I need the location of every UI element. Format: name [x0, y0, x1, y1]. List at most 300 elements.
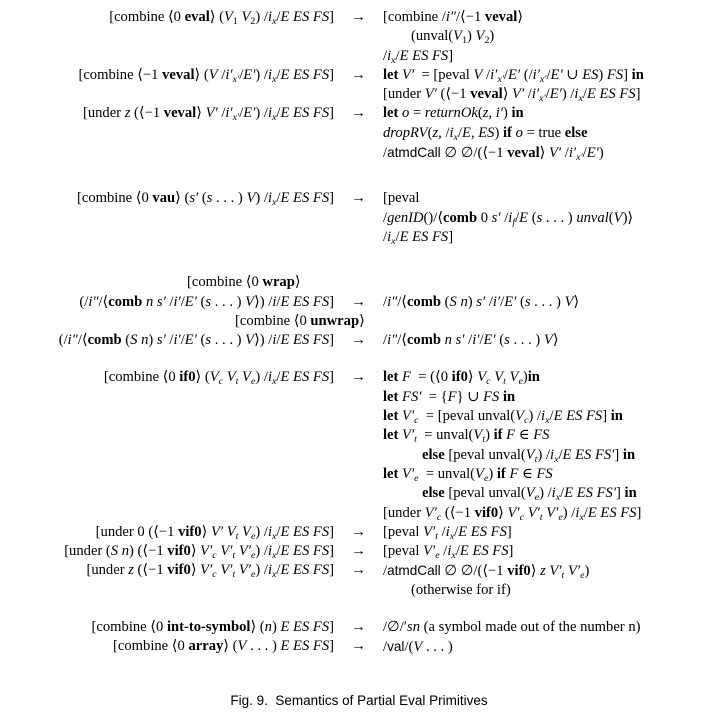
rule-rhs — [383, 189, 718, 208]
math-segment: i — [550, 446, 555, 463]
rule-line — [0, 85, 718, 104]
math-segment: V′ — [200, 562, 213, 579]
math-segment: . . . ) — [422, 639, 453, 656]
math-segment: / — [276, 523, 281, 540]
math-segment: i — [267, 66, 273, 83]
math-segment: veval — [484, 9, 518, 25]
math-segment: x′ — [232, 112, 240, 124]
math-segment: / — [558, 446, 563, 463]
math-segment: s — [524, 293, 531, 310]
rule-line — [0, 504, 718, 523]
rule-rhs — [383, 47, 718, 66]
math-segment: [combine / — [383, 9, 446, 25]
math-segment: ] — [329, 638, 334, 655]
math-segment: ⟩ ( — [175, 190, 190, 207]
math-segment: V — [413, 639, 423, 656]
math-segment: t — [503, 376, 506, 388]
math-segment: E′ — [507, 66, 521, 83]
math-segment: i — [447, 543, 452, 560]
math-segment: let — [383, 427, 403, 444]
rule-rhs — [383, 209, 718, 228]
math-segment: returnOk — [424, 105, 478, 122]
math-segment: f — [512, 216, 516, 228]
rule-line — [0, 189, 718, 208]
rewrite-arrow: → — [351, 332, 366, 349]
math-segment: [peval — [383, 190, 420, 207]
math-segment: x′ — [539, 73, 547, 85]
rule-lhs — [0, 27, 334, 46]
math-segment: comb — [87, 332, 122, 349]
rewrite-arrow — [334, 388, 383, 407]
math-segment: c — [436, 511, 442, 523]
math-segment: x — [272, 112, 277, 124]
math-segment: i — [267, 190, 273, 207]
math-segment: ) / — [539, 485, 552, 502]
math-segment: if — [493, 427, 507, 444]
rule-line — [0, 228, 718, 247]
math-segment: /⟨ — [397, 332, 407, 349]
math-segment: vif0 — [167, 543, 191, 560]
math-segment: ⟩ — [190, 543, 201, 560]
math-segment: / — [276, 66, 281, 83]
rule-lhs — [0, 47, 334, 66]
math-segment: E ES FS — [280, 293, 330, 310]
math-segment: E ES FS — [280, 562, 330, 579]
math-segment: V — [237, 638, 247, 655]
rewrite-arrow — [334, 209, 383, 228]
math-segment: / — [239, 105, 244, 122]
math-segment: vif0 — [507, 563, 531, 580]
math-segment: e — [250, 376, 256, 388]
math-segment: V — [226, 369, 236, 386]
math-segment: ( — [196, 332, 206, 349]
math-segment: ∅ ∅/(⟨−1 — [440, 563, 508, 580]
math-segment: E ES FS — [280, 543, 330, 560]
rule-lhs — [0, 368, 334, 387]
math-segment: x — [545, 414, 550, 426]
math-segment: E′ — [184, 293, 197, 310]
math-segment: x — [391, 54, 396, 66]
math-segment: t — [482, 434, 486, 446]
math-segment: s′ — [491, 209, 501, 226]
rule-lhs — [0, 331, 334, 350]
math-segment: E′ — [550, 66, 563, 83]
rule-rhs — [383, 143, 718, 162]
math-segment: x — [453, 131, 458, 143]
math-segment: ⟩ — [201, 523, 211, 540]
math-segment: E′ — [483, 332, 496, 349]
math-segment: ) / — [255, 369, 268, 386]
rule-lhs — [0, 85, 334, 104]
math-segment: s — [536, 209, 543, 226]
math-segment: / — [500, 293, 505, 310]
math-segment: e — [250, 549, 256, 561]
math-segment: F — [509, 465, 519, 482]
math-segment: t — [435, 530, 438, 542]
rule-rhs — [383, 8, 718, 27]
math-segment: V — [473, 427, 483, 444]
math-segment: ⟩ — [294, 274, 301, 291]
rule-lhs — [0, 388, 334, 407]
rule-rhs — [383, 66, 718, 85]
rule-rhs — [383, 426, 718, 445]
math-segment: s — [504, 332, 510, 349]
math-segment: ⟩ ( — [209, 9, 224, 25]
math-segment: t — [414, 434, 417, 446]
math-segment: / — [383, 563, 388, 580]
math-segment: / — [438, 523, 446, 540]
math-segment: (⟨−1 — [436, 86, 471, 103]
math-segment: ) — [584, 563, 590, 580]
math-segment: ] — [614, 446, 623, 463]
math-segment: [peval — [383, 543, 424, 560]
rule-lhs — [0, 484, 334, 503]
math-segment: E′ — [549, 86, 562, 103]
math-segment: else — [422, 446, 445, 463]
math-segment: ] — [448, 47, 454, 64]
rule-rhs — [383, 561, 718, 580]
math-segment: V — [509, 369, 519, 386]
math-segment: ) / — [537, 446, 551, 463]
math-segment: / — [383, 228, 388, 245]
math-segment: c — [212, 569, 217, 581]
math-segment: V — [453, 28, 463, 45]
math-segment: i′ — [490, 66, 498, 83]
math-segment: V′ — [402, 408, 415, 425]
math-segment: / — [383, 47, 388, 64]
math-segment: ) / — [255, 9, 268, 25]
rewrite-arrow: → — [351, 369, 366, 386]
math-segment: let — [383, 465, 403, 482]
rule-line — [0, 66, 718, 85]
rule-lhs — [0, 504, 334, 523]
math-segment: V — [241, 9, 251, 25]
math-segment: s′ — [476, 293, 486, 310]
math-segment: ⟩ ( — [250, 619, 265, 636]
math-segment: ] — [329, 66, 334, 83]
math-segment: / — [276, 369, 281, 386]
math-segment: comb — [406, 332, 442, 349]
math-segment: ] — [623, 66, 632, 83]
rule-rhs — [383, 542, 718, 561]
math-segment: / — [515, 209, 520, 226]
math-segment: V′ — [220, 543, 233, 560]
rule-line — [0, 484, 718, 503]
math-segment: i′ — [225, 66, 233, 83]
math-segment: E ES FS′ — [564, 485, 617, 502]
math-segment: = [peval — [414, 66, 474, 83]
math-segment: (⟨−1 — [133, 562, 168, 579]
rule-line — [0, 293, 718, 312]
math-segment: FS — [483, 388, 500, 405]
math-segment: i — [541, 408, 546, 425]
math-segment: (/ — [58, 332, 68, 349]
math-segment: ( — [516, 293, 525, 310]
math-segment: V′ — [423, 543, 436, 560]
math-segment: ∪ — [562, 66, 583, 83]
math-segment: ) / — [562, 504, 576, 521]
math-segment: e — [518, 376, 523, 388]
math-segment: ⟩ — [502, 86, 513, 103]
math-segment: i — [267, 523, 273, 540]
math-segment: wrap — [262, 274, 295, 291]
rule-lhs — [0, 465, 334, 484]
math-segment: / — [454, 523, 459, 540]
math-segment: array — [188, 638, 224, 655]
rule-line — [0, 561, 718, 580]
math-segment: FS — [536, 465, 553, 482]
math-segment: x′ — [497, 73, 504, 85]
math-segment: ⟩ ( — [223, 638, 238, 655]
math-segment: / — [561, 145, 569, 162]
rewrite-arrow — [521, 273, 570, 292]
math-segment: = { — [421, 388, 448, 405]
math-segment: (⟨−1 — [130, 105, 164, 122]
rule-lhs — [0, 228, 334, 247]
math-segment: [combine ⟨0 — [235, 312, 311, 329]
rule-lhs — [0, 637, 334, 656]
rule-lhs — [0, 143, 334, 162]
rule-lhs — [0, 312, 569, 331]
math-segment: ⟩ — [517, 9, 524, 25]
rule-rhs — [383, 465, 718, 484]
math-segment: ) — [485, 427, 494, 444]
math-segment: ⟩ — [190, 562, 201, 579]
math-segment: [under ( — [64, 543, 111, 560]
math-segment: E ES FS′ — [562, 446, 615, 463]
math-segment: V — [473, 66, 483, 83]
rule-lhs — [0, 407, 334, 426]
rewrite-arrow — [334, 47, 383, 66]
math-segment: unwrap — [310, 312, 360, 329]
math-segment: c — [519, 511, 525, 523]
math-segment: in — [610, 408, 623, 425]
rewrite-arrow — [334, 27, 383, 46]
math-segment: E — [462, 124, 471, 141]
math-segment: V — [242, 369, 251, 386]
math-segment: in — [502, 388, 516, 405]
math-segment: / — [276, 543, 281, 560]
math-segment: else — [422, 485, 445, 502]
math-segment: = [peval unval( — [418, 408, 516, 425]
math-segment: [under — [383, 504, 425, 521]
math-segment: atmdCall — [387, 145, 441, 161]
math-segment: n — [145, 293, 154, 310]
math-segment: FS — [533, 427, 550, 444]
math-segment: / — [383, 293, 388, 310]
math-segment: in — [527, 369, 540, 386]
math-segment: /∅/′ — [383, 619, 408, 636]
math-segment: ⟩ — [467, 369, 478, 386]
math-segment: /⟨ — [98, 293, 109, 310]
rule-rhs — [383, 523, 718, 542]
math-segment: S n — [110, 543, 130, 560]
math-segment: ⟩ — [498, 504, 508, 521]
math-segment: V′ — [402, 66, 415, 83]
math-segment: ) — [598, 145, 604, 162]
math-segment: if — [503, 124, 516, 141]
math-segment: (/ — [79, 293, 89, 310]
math-segment: sn — [407, 619, 420, 636]
math-segment: e — [534, 492, 540, 503]
math-segment: / — [560, 485, 565, 502]
rule-rhs — [383, 504, 718, 523]
math-segment: i — [267, 369, 273, 386]
rule-lhs — [0, 446, 334, 465]
math-segment: / — [239, 66, 244, 83]
math-segment: ] — [506, 523, 512, 540]
math-segment: e — [483, 472, 489, 484]
math-segment: z — [128, 562, 134, 579]
math-segment: x — [272, 73, 277, 85]
math-segment: z — [482, 105, 489, 122]
math-segment: eval — [184, 9, 210, 25]
math-segment: i′ — [532, 66, 540, 83]
math-segment: / — [482, 66, 491, 83]
math-segment: V′ — [200, 543, 213, 560]
math-segment: V — [242, 523, 251, 540]
math-segment: E′ — [243, 105, 256, 122]
math-segment: t — [534, 453, 538, 465]
math-segment: / — [217, 105, 226, 122]
rewrite-arrow: → — [351, 638, 366, 655]
rewrite-arrow — [334, 484, 383, 503]
math-segment: / — [464, 332, 473, 349]
math-segment: V — [226, 523, 236, 540]
math-segment: /( — [404, 639, 414, 656]
math-segment: / — [383, 145, 388, 162]
math-segment: ) — [494, 124, 503, 141]
math-segment: / — [180, 293, 185, 310]
math-segment: /⟨−1 — [455, 9, 485, 25]
rewrite-arrow: → — [351, 543, 366, 560]
rule-rhs — [383, 293, 718, 312]
math-segment: [combine ⟨0 — [91, 619, 167, 636]
math-segment: V′ — [238, 543, 251, 560]
rule-rhs — [570, 273, 718, 292]
math-segment: V — [543, 332, 553, 349]
rewrite-arrow: → — [351, 562, 366, 579]
math-segment: ∅ ∅/(⟨−1 — [440, 145, 508, 162]
math-segment: i″ — [67, 332, 78, 349]
rule-line — [0, 637, 718, 656]
math-segment: s′ — [156, 332, 166, 349]
math-segment: let — [383, 388, 403, 405]
rule-rhs — [383, 484, 718, 503]
math-segment: ] — [635, 86, 641, 103]
math-segment: [combine ⟨0 — [76, 190, 153, 207]
math-segment: / — [583, 504, 588, 521]
math-segment: V — [475, 465, 484, 482]
math-segment: ) / — [561, 86, 575, 103]
math-segment: E′ — [504, 293, 517, 310]
math-segment: / — [582, 86, 587, 103]
rule-rhs — [383, 228, 718, 247]
math-segment: E ES FS — [280, 332, 330, 349]
math-segment: o — [402, 105, 410, 122]
math-segment: i″ — [88, 293, 99, 310]
math-segment: ] — [329, 523, 334, 540]
math-segment: e — [580, 570, 585, 582]
rule-line — [0, 618, 718, 637]
math-segment: in — [511, 105, 524, 122]
math-segment: FS′ — [402, 388, 422, 405]
math-segment: ()/⟨ — [423, 209, 444, 226]
math-segment: x′ — [539, 92, 546, 104]
math-segment: E ES FS — [399, 228, 449, 245]
rewrite-arrow — [334, 407, 383, 426]
math-segment: )⟩ — [622, 209, 634, 226]
math-segment: / — [276, 190, 281, 207]
math-segment: [peval — [383, 523, 424, 540]
rule-line — [0, 465, 718, 484]
math-segment: x — [272, 15, 277, 27]
math-segment: i — [387, 47, 392, 64]
rewrite-arrow: → — [351, 190, 366, 207]
math-segment: = — [409, 105, 425, 122]
math-segment: / — [276, 562, 281, 579]
math-segment: if0 — [179, 369, 196, 386]
rule-line — [0, 273, 718, 292]
math-segment: x — [272, 549, 277, 561]
math-segment: ∈ — [518, 465, 537, 482]
math-segment: i — [575, 504, 580, 521]
math-segment: , / — [438, 124, 450, 141]
rule-lhs — [0, 104, 334, 123]
math-segment: t — [235, 376, 239, 388]
rule-line — [0, 312, 718, 331]
math-segment: ES — [582, 66, 599, 83]
math-segment: i — [267, 562, 273, 579]
math-segment: [under — [383, 86, 425, 103]
math-segment: V — [515, 408, 525, 425]
rule-lhs — [0, 426, 334, 445]
math-segment: atmdCall — [387, 563, 441, 579]
math-segment: i′ — [225, 105, 233, 122]
rule-lhs — [0, 523, 334, 542]
math-segment: z — [124, 105, 131, 122]
math-segment: / — [503, 66, 508, 83]
rule-lhs — [0, 618, 334, 637]
math-segment: / — [276, 293, 281, 310]
math-segment: in — [624, 485, 637, 502]
rule-lhs — [0, 189, 334, 208]
math-segment: E′ — [243, 66, 256, 83]
math-segment: . . . ) — [509, 332, 544, 349]
math-segment: ( — [427, 124, 433, 141]
math-segment: t — [539, 511, 543, 523]
math-segment: E ES FS — [399, 47, 449, 64]
rewrite-arrow: → — [351, 105, 366, 122]
math-segment: ( — [196, 293, 206, 310]
rule-line — [0, 47, 718, 66]
math-segment: V′ — [549, 145, 562, 162]
math-segment: (⟨−1 — [441, 504, 475, 521]
math-segment: E — [519, 209, 529, 226]
math-segment: ] — [329, 105, 334, 122]
math-segment: ) / — [255, 523, 268, 540]
math-segment: ( — [608, 209, 614, 226]
math-segment: ) — [489, 28, 495, 45]
math-segment: E′ — [184, 332, 197, 349]
math-segment: V′ — [220, 562, 233, 579]
math-segment: (/ — [520, 66, 533, 83]
math-segment: = true — [522, 124, 565, 141]
math-segment: s′ — [455, 332, 465, 349]
math-segment: e — [250, 530, 256, 542]
rule-line — [0, 143, 718, 162]
math-segment: c — [218, 376, 224, 388]
